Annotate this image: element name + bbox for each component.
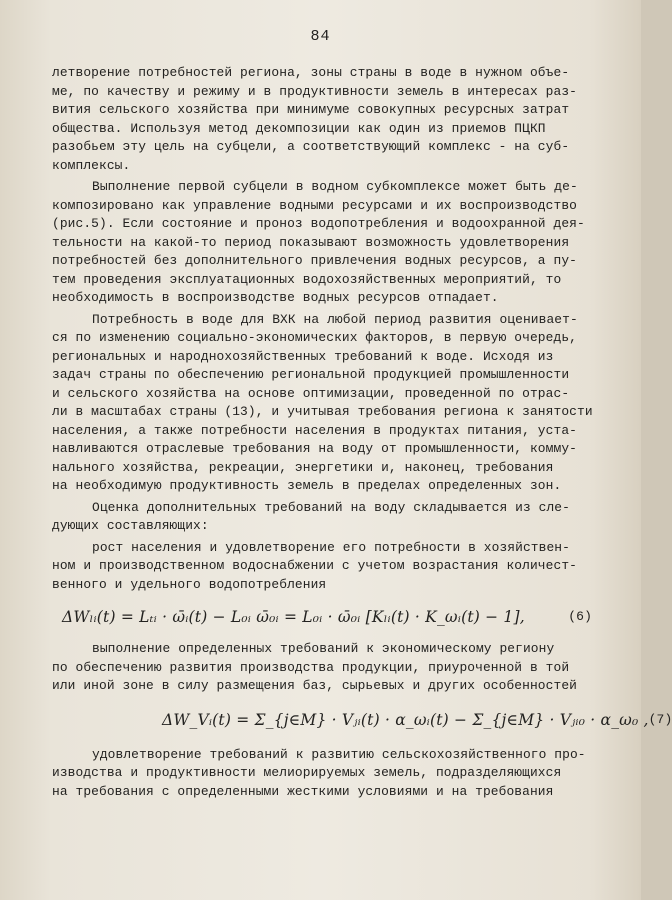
text-line: навливаются отраслевые требования на воду от промышленности, комму- xyxy=(52,441,577,456)
text-line: дующих составляющих: xyxy=(52,518,209,533)
text-line: композировано как управление водными ресурсами и их воспроизводство xyxy=(52,197,577,213)
text-line: и сельского хозяйства на основе оптимизации, проведенной по отрас- xyxy=(52,385,570,401)
text-line: летворение потребностей региона, зоны страны в воде в нужном объе- xyxy=(52,65,570,80)
text-line: Оценка дополнительных требований на воду складывается из сле- xyxy=(92,499,570,515)
text-line: ли в масштабах страны (13), и учитывая требования региона к занятости xyxy=(52,404,593,419)
text-line: рост населения и удовлетворение его потребности в хозяйствен- xyxy=(92,539,570,555)
body-text xyxy=(52,64,672,801)
text-line: удовлетворение требований к развитию сельскохозяйственного про- xyxy=(92,746,586,762)
formula-6 xyxy=(52,594,630,640)
paragraph-6 xyxy=(52,640,630,696)
text-line: Выполнение первой субцели в водном субкомплексе может быть де- xyxy=(92,179,578,194)
text-line: вития сельского хозяйства при минимуме совокупных ресурсных затрат xyxy=(52,102,570,117)
paragraph-3 xyxy=(52,311,630,496)
text-line: тельности на какой-то период показывают возможность удовлетворения xyxy=(52,234,570,250)
text-line: (рис.5). Если состояние и проноз водопотребления и водоохранной дея- xyxy=(52,216,585,231)
text-line: изводства и продуктивности мелиорируемых земель, подразделяющихся xyxy=(52,765,562,780)
paragraph-7 xyxy=(52,746,630,802)
paragraph-2 xyxy=(52,178,630,308)
text-line: общества. Используя метод декомпозиции как один из приемов ПЦКП xyxy=(52,120,546,136)
text-line: населения, а также потребности населения в продуктах питания, уста- xyxy=(52,422,577,438)
formula-6-number: (6) xyxy=(568,608,592,624)
text-line: по обеспечению развития производства продукции, приуроченной в той xyxy=(52,659,570,675)
text-line: потребностей без дополнительного привлечения водных ресурсов, а пу- xyxy=(52,253,577,268)
page-number: 84 xyxy=(310,28,331,45)
text-line: нального хозяйства, рекреации, энергетики и, наконец, требования xyxy=(52,459,554,475)
text-line: венного и удельного водопотребления xyxy=(52,576,327,592)
formula-7-expression: ΔW_Vᵢ(t) = Σ_{j∈M} · Vⱼᵢ(t) · α_ωᵢ(t) − Σ_{j∈M} · Vⱼᵢ₀ · α_ω₀ , xyxy=(162,711,649,730)
text-line: ном и производственном водоснабжении с учетом возрастания количест- xyxy=(52,558,577,573)
text-line: региональных и народнохозяйственных требований к воде. Исходя из xyxy=(52,348,554,364)
text-line: Потребность в воде для ВХК на любой период развития оценивает- xyxy=(92,311,578,327)
paragraph-4 xyxy=(52,499,630,536)
text-line: тем проведения эксплуатационных водохозяйственных мероприятий, то xyxy=(52,271,562,287)
text-line: необходимость в воспроизводстве водных ресурсов отпадает. xyxy=(52,290,499,305)
paragraph-1 xyxy=(52,64,630,175)
formula-7-number: (7) xyxy=(648,712,672,728)
text-line: ся по изменению социально-экономических факторов, в первую очередь, xyxy=(52,330,577,345)
text-line: на требования с определенными жесткими условиями и на требования xyxy=(52,783,554,799)
formula-6-expression: ΔWₗᵢ(t) = Lₜᵢ · ω̄ᵢ(t) − L₀ᵢ ω̄₀ᵢ = L₀ᵢ · ω̄₀ᵢ [Kₗᵢ(t) · K_ωᵢ(t) − 1], xyxy=(62,607,525,626)
text-line: или иной зоне в силу размещения баз, сырьевых и других особенностей xyxy=(52,678,577,693)
text-line: разобьем эту цель на субцели, а соответствующий комплекс - на суб- xyxy=(52,139,570,154)
formula-7 xyxy=(52,696,672,746)
text-line: ме, по качеству и режиму и в продуктивности земель в интересах раз- xyxy=(52,83,577,99)
text-line: выполнение определенных требований к экономическому региону xyxy=(92,641,555,656)
text-line: комплексы. xyxy=(52,157,131,173)
paragraph-5 xyxy=(52,539,630,595)
text-line: задач страны по обеспечению региональной продукцией промышленности xyxy=(52,367,570,382)
text-line: на необходимую продуктивность земель в пределах определенных зон. xyxy=(52,478,562,493)
